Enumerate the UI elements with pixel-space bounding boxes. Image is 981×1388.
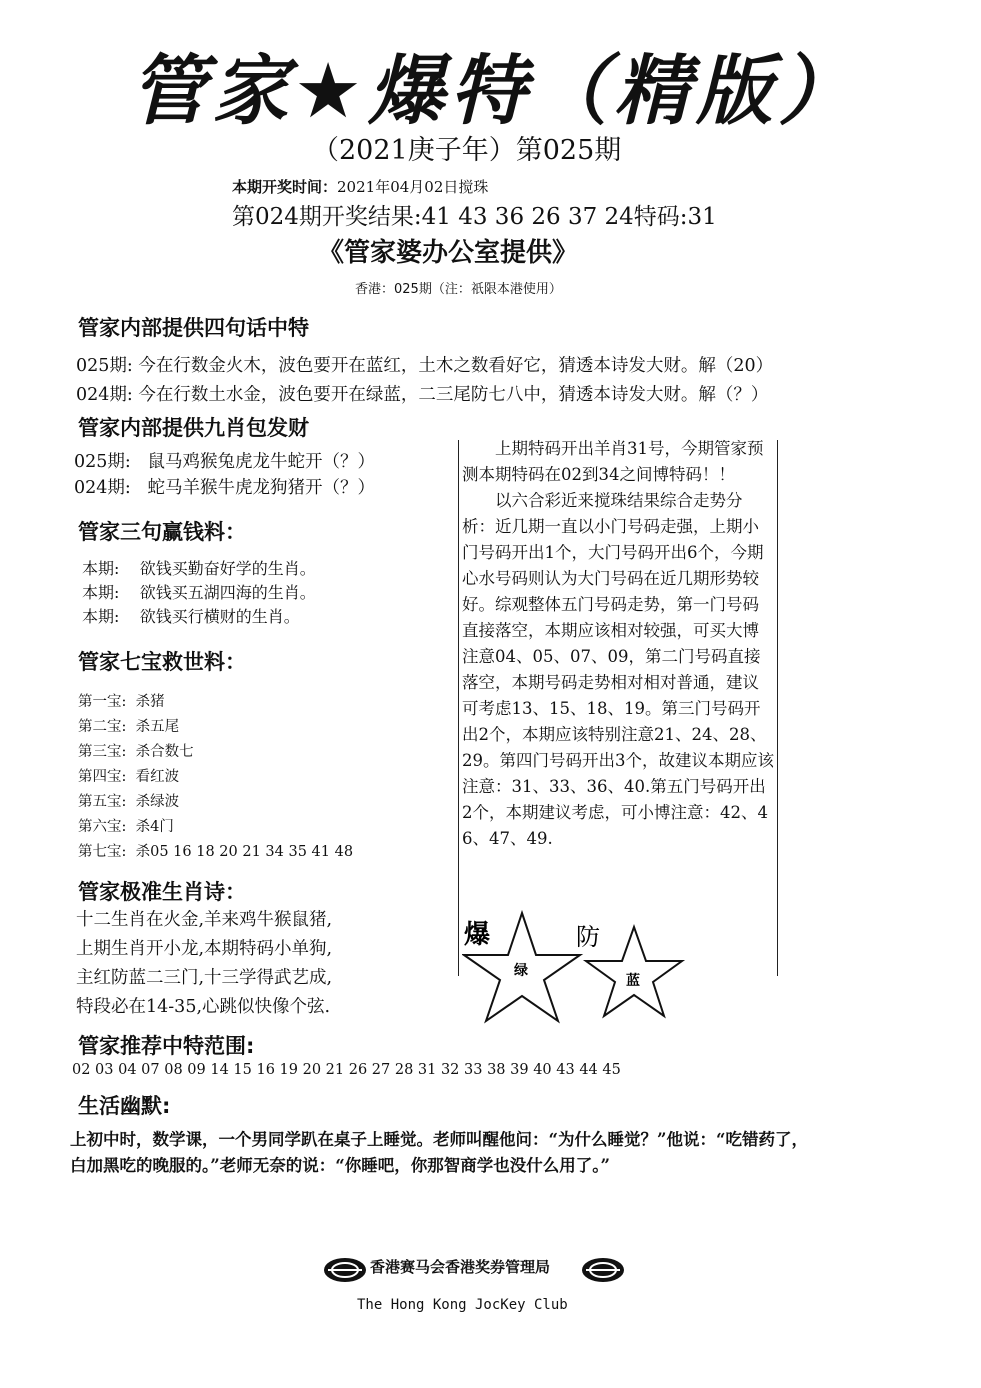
item-label: 本期: [82,559,120,578]
treasure-item [78,740,194,761]
treasure-item [78,715,179,736]
range-numbers: 02 03 04 07 08 09 14 15 16 19 20 21 26 27 28 31 32 33 38 39 40 43 44 45 [72,1062,621,1078]
nine-zodiac-text: 蛇马羊猴牛虎龙狗猪开（？） [147,478,376,498]
four-lines-item [76,352,773,377]
four-lines-heading: 管家内部提供四句话中特 [78,316,309,340]
poem-line: 主红防蓝二三门,十三学得武艺成, [76,968,333,988]
item-label: 本期: [82,607,120,626]
analysis-paragraph: 上期特码开出羊肖31号，今期管家预测本期特码在02到34之间博特码！！ [462,439,764,484]
star1-top-label: 爆 [464,920,491,950]
footer-english: The Hong Kong JocKey Club [357,1297,568,1313]
item-text: 杀合数七 [135,744,194,760]
item-text: 欲钱买行横财的生肖。 [139,607,300,626]
star-icon [586,927,682,1016]
item-text: 看红波 [135,769,180,785]
treasure-item [78,690,165,711]
nine-zodiac-text: 鼠马鸡猴兔虎龙牛蛇开（？） [147,452,376,472]
poem-line: 十二生肖在火金,羊来鸡牛猴鼠猪, [76,910,333,930]
humor-heading: 生活幽默: [78,1094,171,1118]
star2-center-label: 蓝 [626,973,640,989]
poem-line: 特段必在14-35,心跳似快像个弦. [76,997,331,1017]
three-lines-item [82,604,300,627]
analysis-text [462,436,774,852]
page-title: 管家★爆特（精版） [130,46,861,135]
seven-treasures-heading: 管家七宝救世料： [78,650,246,674]
analysis-paragraph: 以六合彩近来搅珠结果综合走势分析：近几期一直以小门号码走强，上期小门号码开出1个，大门号码开出6个，今期心水号码则认为大门号码在近几期形势较好。综观整体五门号码走势，第一门号码直接落空，本期应该相对较强，可买大博注意04、05、07、09，第二门号码直接落空，本期号码走势相对相对普通，建议可考虑13、15、18、19。第三门号码开出2个，本期应该特别注意21、24、28、29。第四门号码开出3个，故建议本期应该注意：31、33、36、40.第五门号码开出2个，本期建议考虑，可小博注意：42、46、47、49. [462,491,774,848]
period-label: 024期: [76,385,133,405]
item-label: 本期: [82,583,120,602]
three-lines-heading: 管家三句赢钱料： [78,520,246,544]
item-label: 第五宝: [78,794,127,810]
four-lines-text: 今在行数土水金，波色要开在绿蓝，二三尾防七八中，猜透本诗发大财。解（？） [138,385,769,405]
stars-graphic [462,905,762,1025]
item-label: 第七宝: [78,844,127,860]
item-text: 欲钱买五湖四海的生肖。 [139,583,316,602]
humor-line: 上初中时，数学课，一个男同学趴在桌子上睡觉。老师叫醒他问：“为什么睡觉？”他说：“吃错药了， [70,1130,808,1149]
treasure-item [78,815,174,836]
three-lines-item [82,556,316,579]
usage-note: 香港：025期（注：祇限本港使用） [355,282,562,297]
nine-zodiac-item [74,448,375,473]
treasure-item [78,840,353,861]
provider: 《管家婆办公室提供》 [318,238,579,268]
period-label: 025期: [76,356,133,376]
item-text: 杀猪 [135,694,165,710]
jockey-club-logo-icon [580,1256,626,1284]
period-label: 025期: [74,452,131,472]
item-label: 第一宝: [78,694,127,710]
item-label: 第三宝: [78,744,127,760]
four-lines-text: 今在行数金火木，波色要开在蓝红，土木之数看好它，猜透本诗发大财。解（20） [138,356,774,376]
treasure-item [78,790,179,811]
draw-time-label: 本期开奖时间： [232,178,338,196]
poem-heading: 管家极准生肖诗： [78,880,246,904]
nine-zodiac-item [74,474,375,499]
jockey-club-logo-icon [322,1256,368,1284]
item-text: 欲钱买勤奋好学的生肖。 [139,559,316,578]
item-label: 第四宝: [78,769,127,785]
item-label: 第二宝: [78,719,127,735]
range-heading: 管家推荐中特范围: [78,1034,255,1058]
item-text: 杀4门 [135,819,174,835]
last-result: 第024期开奖结果:41 43 36 26 37 24特码:31 [232,204,717,230]
item-text: 杀五尾 [135,719,180,735]
period-label: 024期: [74,478,131,498]
star2-top-label: 防 [576,923,600,951]
footer-organization: 香港赛马会香港奖券管理局 [370,1258,551,1276]
four-lines-item [76,381,768,406]
item-label: 第六宝: [78,819,127,835]
nine-zodiac-heading: 管家内部提供九肖包发财 [78,416,309,440]
humor-line: 白加黑吃的晚服的。”老师无奈的说：“你睡吧，你那智商学也没什么用了。” [70,1156,610,1175]
issue-number: （2021庚子年）第025期 [312,135,622,166]
draw-time [232,176,488,197]
star1-center-label: 绿 [514,963,528,979]
treasure-item [78,765,179,786]
poem-line: 上期生肖开小龙,本期特码小单狗, [76,939,333,959]
item-text: 杀05 16 18 20 21 34 35 41 48 [135,844,354,860]
item-text: 杀绿波 [135,794,180,810]
draw-time-value: 2021年04月02日搅珠 [337,178,489,196]
three-lines-item [82,580,316,603]
